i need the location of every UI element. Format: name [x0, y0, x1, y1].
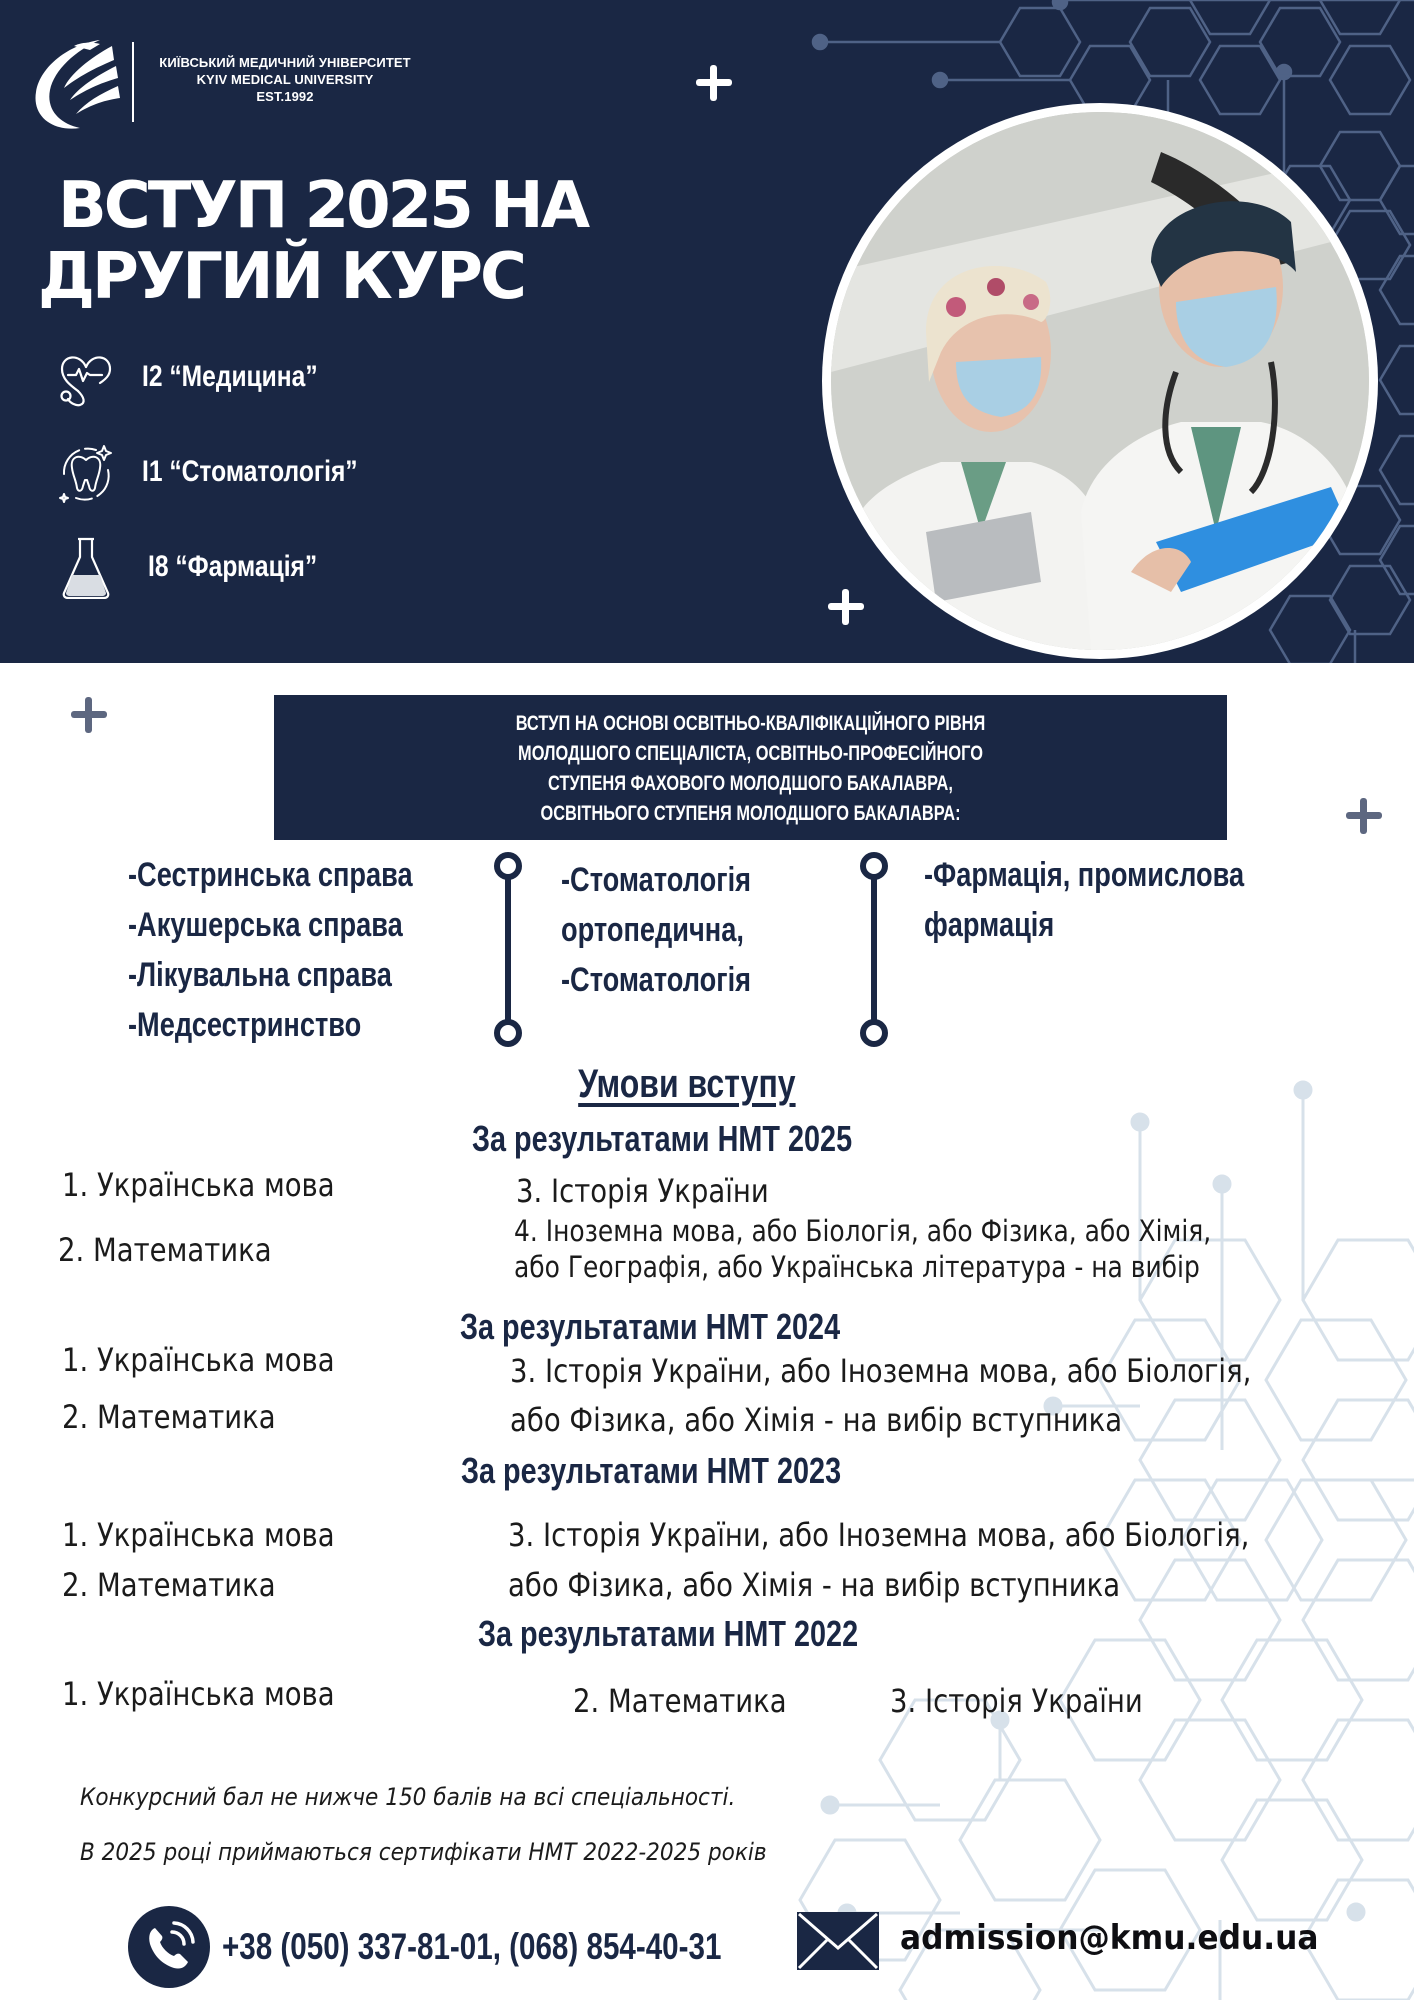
logo-divider — [132, 42, 134, 122]
conditions-heading: Умови вступу — [578, 1062, 796, 1106]
specialty-label: I1 “Стоматологія” — [142, 455, 358, 488]
subject-item: 2. Математика — [573, 1682, 787, 1720]
subject-item: 3. Історія України, або Іноземна мова, або Біологія, — [508, 1516, 1250, 1554]
program-item: -Стоматологія — [561, 861, 752, 899]
entry-basis-box — [274, 695, 1227, 840]
phone-numbers[interactable]: +38 (050) 337-81-01, (068) 854-40-31 — [222, 1926, 722, 1967]
subject-item: 1. Українська мова — [62, 1166, 335, 1204]
entry-basis-line: МОЛОДШОГО СПЕЦІАЛІСТА, ОСВІТНЬО-ПРОФЕСІЙНОГО — [518, 742, 983, 765]
doctors-illustration — [831, 112, 1369, 650]
programs-column-nursing — [128, 850, 413, 1050]
program-item: -Сестринська справа — [128, 856, 413, 894]
university-established: EST.1992 — [256, 89, 314, 104]
programs-column-dentistry — [561, 855, 751, 1005]
university-logo-icon — [30, 36, 122, 132]
entry-basis-line: СТУПЕНЯ ФАХОВОГО МОЛОДШОГО БАКАЛАВРА, — [548, 772, 953, 795]
plus-decoration-icon — [694, 63, 734, 103]
students-photo — [831, 112, 1369, 650]
program-item: ортопедична, — [561, 911, 744, 949]
flask-icon — [56, 535, 116, 599]
university-name-ua: КИЇВСЬКИЙ МЕДИЧНИЙ УНІВЕРСИТЕТ — [159, 55, 411, 70]
subject-item: 4. Іноземна мова, або Біологія, або Фізика, або Хімія, — [514, 1214, 1212, 1248]
plus-decoration-icon — [69, 695, 109, 735]
plus-decoration-icon — [826, 587, 866, 627]
subject-item: 3. Історія України — [890, 1682, 1143, 1720]
nmt-2023-heading: За результатами НМТ 2023 — [461, 1450, 842, 1491]
page-title-line2: ДРУГИЙ КУРС — [38, 240, 524, 314]
entry-basis-line: ОСВІТНЬОГО СТУПЕНЯ МОЛОДШОГО БАКАЛАВРА: — [540, 802, 961, 825]
tooth-icon — [56, 440, 116, 504]
column-separator — [860, 852, 888, 1047]
specialty-item-pharmacy — [56, 535, 318, 599]
page-title-line1: ВСТУП 2025 НА — [58, 169, 588, 243]
min-score-note: Конкурсний бал не нижче 150 балів на всі спеціальності. — [80, 1783, 736, 1811]
email-address[interactable]: admission@kmu.edu.ua — [900, 1918, 1319, 1958]
specialty-label: I8 “Фармація” — [148, 550, 318, 583]
programs-column-pharmacy — [924, 850, 1244, 950]
program-item: фармація — [924, 906, 1055, 944]
subject-item: 3. Історія України — [516, 1172, 769, 1210]
subject-item: 2. Математика — [62, 1398, 276, 1436]
subject-item: або Фізика, або Хімія - на вибір вступника — [508, 1566, 1121, 1604]
header-banner — [0, 0, 1414, 663]
plus-decoration-icon — [1344, 796, 1384, 836]
email-icon — [797, 1912, 879, 1970]
university-name-en: KYIV MEDICAL UNIVERSITY — [196, 72, 374, 87]
specialty-item-medicine — [56, 345, 318, 409]
specialty-item-dentistry — [56, 440, 358, 504]
nmt-2025-heading: За результатами НМТ 2025 — [472, 1118, 853, 1159]
subject-item: або Фізика, або Хімія - на вибір вступника — [510, 1401, 1123, 1439]
subject-item: 1. Українська мова — [62, 1675, 335, 1713]
subject-item: 1. Українська мова — [62, 1516, 335, 1554]
university-name — [140, 54, 430, 105]
column-separator — [494, 852, 522, 1047]
entry-basis-line: ВСТУП НА ОСНОВІ ОСВІТНЬО-КВАЛІФІКАЦІЙНОГО РІВНЯ — [515, 712, 986, 735]
subject-item: 2. Математика — [62, 1566, 276, 1604]
program-item: -Медсестринство — [128, 1006, 362, 1044]
heart-stethoscope-icon — [56, 345, 116, 409]
program-item: -Акушерська справа — [128, 906, 403, 944]
specialty-label: I2 “Медицина” — [142, 360, 318, 393]
program-item: -Фармація, промислова — [924, 856, 1245, 894]
program-item: -Лікувальна справа — [128, 956, 392, 994]
subject-item: 1. Українська мова — [62, 1341, 335, 1379]
certificates-note: В 2025 році приймаються сертифікати НМТ 2022-2025 років — [80, 1838, 767, 1866]
subject-item: 3. Історія України, або Іноземна мова, або Біологія, — [510, 1352, 1252, 1390]
conditions-heading-wrap — [0, 1062, 1414, 1107]
nmt-2024-heading: За результатами НМТ 2024 — [460, 1306, 841, 1347]
subject-item: 2. Математика — [58, 1231, 272, 1269]
phone-icon — [128, 1906, 210, 1988]
subject-item: або Географія, або Українська література - на вибір — [514, 1250, 1200, 1284]
program-item: -Стоматологія — [561, 961, 752, 999]
nmt-2022-heading: За результатами НМТ 2022 — [478, 1613, 859, 1654]
